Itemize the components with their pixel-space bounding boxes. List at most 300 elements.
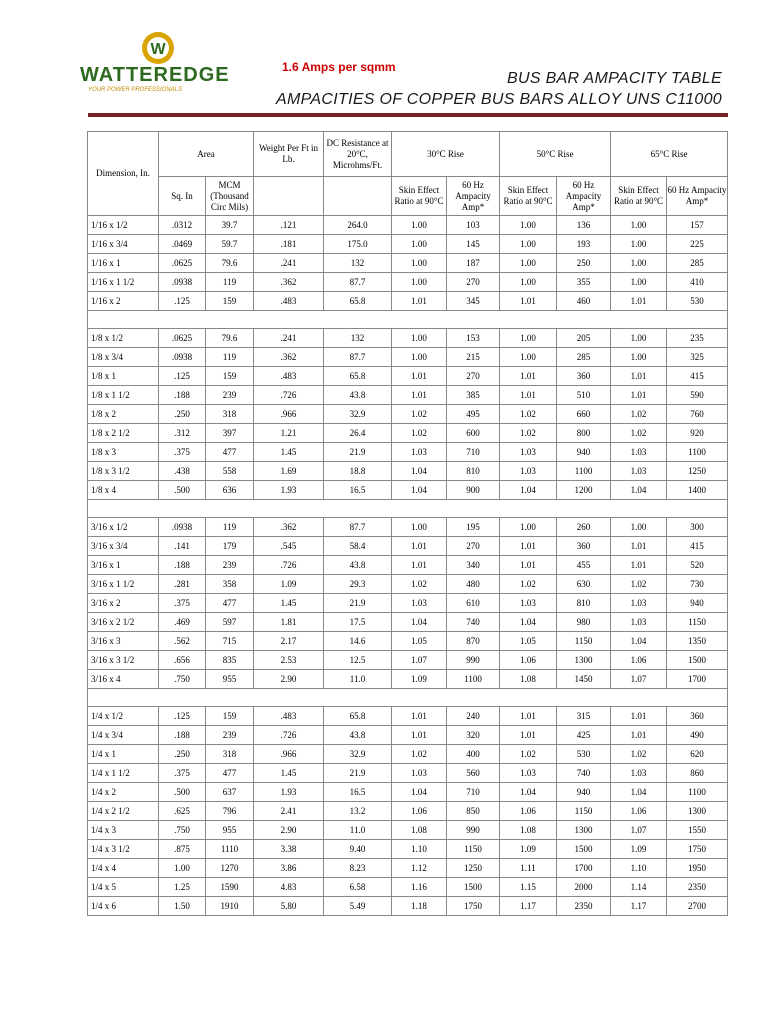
- separator-cell: [88, 689, 728, 707]
- cell-mcm: 477: [206, 443, 254, 462]
- logo-letter: W: [150, 41, 166, 58]
- cell-resistance: 132: [324, 329, 392, 348]
- cell-mcm: 477: [206, 594, 254, 613]
- cell-resistance: 21.9: [324, 594, 392, 613]
- cell-amp-50: 260: [557, 518, 611, 537]
- cell-mcm: 119: [206, 518, 254, 537]
- cell-amp-30: 270: [447, 273, 500, 292]
- cell-skin-30: 1.03: [392, 764, 447, 783]
- cell-weight: .483: [254, 367, 324, 386]
- cell-dimension: 1/8 x 1: [88, 367, 159, 386]
- cell-skin-50: 1.06: [500, 802, 557, 821]
- header-resistance-empty: [324, 177, 392, 216]
- cell-dimension: 3/16 x 2: [88, 594, 159, 613]
- cell-dimension: 1/8 x 3/4: [88, 348, 159, 367]
- cell-skin-65: 1.07: [611, 821, 667, 840]
- cell-dimension: 1/16 x 1: [88, 254, 159, 273]
- cell-amp-50: 425: [557, 726, 611, 745]
- cell-skin-50: 1.04: [500, 783, 557, 802]
- cell-dimension: 1/4 x 1: [88, 745, 159, 764]
- cell-amp-65: 620: [667, 745, 728, 764]
- cell-amp-30: 610: [447, 594, 500, 613]
- cell-amp-50: 1450: [557, 670, 611, 689]
- cell-mcm: 159: [206, 367, 254, 386]
- cell-amp-30: 103: [447, 216, 500, 235]
- cell-sq-in: 1.25: [159, 878, 206, 897]
- cell-amp-30: 145: [447, 235, 500, 254]
- cell-amp-50: 2350: [557, 897, 611, 916]
- cell-amp-30: 215: [447, 348, 500, 367]
- cell-mcm: 159: [206, 707, 254, 726]
- cell-skin-30: 1.04: [392, 462, 447, 481]
- cell-amp-50: 355: [557, 273, 611, 292]
- cell-sq-in: .250: [159, 405, 206, 424]
- group-separator: [88, 500, 728, 518]
- cell-amp-30: 480: [447, 575, 500, 594]
- cell-resistance: 17.5: [324, 613, 392, 632]
- cell-skin-30: 1.07: [392, 651, 447, 670]
- cell-weight: 1.69: [254, 462, 324, 481]
- cell-skin-65: 1.01: [611, 292, 667, 311]
- cell-mcm: 1270: [206, 859, 254, 878]
- cell-amp-30: 153: [447, 329, 500, 348]
- header-amp-50: 60 Hz Ampacity Amp*: [557, 177, 611, 216]
- cell-skin-30: 1.00: [392, 254, 447, 273]
- table-row: [88, 670, 728, 689]
- cell-weight: .362: [254, 518, 324, 537]
- cell-skin-50: 1.04: [500, 613, 557, 632]
- header-area: Area: [159, 132, 254, 177]
- cell-mcm: 955: [206, 670, 254, 689]
- cell-amp-65: 490: [667, 726, 728, 745]
- table-row: [88, 556, 728, 575]
- cell-skin-65: 1.04: [611, 481, 667, 500]
- cell-amp-30: 900: [447, 481, 500, 500]
- cell-weight: .966: [254, 405, 324, 424]
- cell-dimension: 1/16 x 3/4: [88, 235, 159, 254]
- cell-weight: 1.45: [254, 594, 324, 613]
- cell-skin-65: 1.07: [611, 670, 667, 689]
- cell-skin-65: 1.01: [611, 537, 667, 556]
- table-row: [88, 897, 728, 916]
- brand-tagline: YOUR POWER PROFESSIONALS: [88, 87, 183, 93]
- cell-amp-65: 1750: [667, 840, 728, 859]
- cell-resistance: 87.7: [324, 348, 392, 367]
- cell-sq-in: .188: [159, 386, 206, 405]
- cell-weight: 2.90: [254, 670, 324, 689]
- cell-amp-50: 810: [557, 594, 611, 613]
- cell-amp-50: 360: [557, 367, 611, 386]
- cell-skin-50: 1.00: [500, 273, 557, 292]
- cell-resistance: 11.0: [324, 670, 392, 689]
- table-row: [88, 821, 728, 840]
- cell-amp-50: 205: [557, 329, 611, 348]
- table-row: [88, 764, 728, 783]
- table-row: [88, 840, 728, 859]
- cell-skin-65: 1.02: [611, 424, 667, 443]
- cell-amp-50: 1500: [557, 840, 611, 859]
- cell-skin-50: 1.11: [500, 859, 557, 878]
- cell-skin-50: 1.05: [500, 632, 557, 651]
- cell-weight: .483: [254, 707, 324, 726]
- cell-sq-in: .250: [159, 745, 206, 764]
- cell-skin-50: 1.00: [500, 518, 557, 537]
- cell-skin-50: 1.00: [500, 348, 557, 367]
- cell-dimension: 1/8 x 3: [88, 443, 159, 462]
- cell-dimension: 1/4 x 1/2: [88, 707, 159, 726]
- cell-amp-30: 850: [447, 802, 500, 821]
- cell-amp-50: 136: [557, 216, 611, 235]
- cell-weight: 1.81: [254, 613, 324, 632]
- cell-skin-50: 1.02: [500, 745, 557, 764]
- cell-skin-65: 1.10: [611, 859, 667, 878]
- cell-resistance: 14.6: [324, 632, 392, 651]
- cell-amp-65: 225: [667, 235, 728, 254]
- table-row: [88, 292, 728, 311]
- cell-resistance: 32.9: [324, 405, 392, 424]
- cell-skin-65: 1.03: [611, 462, 667, 481]
- cell-skin-50: 1.01: [500, 726, 557, 745]
- header-resistance: DC Resistance at 20°C, Microhms/Ft.: [324, 132, 392, 177]
- cell-amp-50: 193: [557, 235, 611, 254]
- table-row: [88, 367, 728, 386]
- page-title: BUS BAR AMPACITY TABLE: [507, 70, 722, 87]
- cell-amp-65: 2700: [667, 897, 728, 916]
- cell-skin-65: 1.17: [611, 897, 667, 916]
- cell-skin-65: 1.00: [611, 348, 667, 367]
- cell-sq-in: .125: [159, 707, 206, 726]
- cell-skin-50: 1.02: [500, 424, 557, 443]
- cell-sq-in: .375: [159, 443, 206, 462]
- cell-skin-30: 1.01: [392, 707, 447, 726]
- cell-skin-50: 1.03: [500, 764, 557, 783]
- cell-amp-50: 285: [557, 348, 611, 367]
- table-row: [88, 216, 728, 235]
- cell-resistance: 16.5: [324, 481, 392, 500]
- cell-amp-50: 460: [557, 292, 611, 311]
- header-mcm: MCM (Thousand Circ Mils): [206, 177, 254, 216]
- cell-amp-50: 630: [557, 575, 611, 594]
- cell-mcm: 59.7: [206, 235, 254, 254]
- cell-amp-30: 345: [447, 292, 500, 311]
- cell-amp-30: 600: [447, 424, 500, 443]
- cell-skin-30: 1.04: [392, 613, 447, 632]
- cell-sq-in: .0625: [159, 254, 206, 273]
- cell-amp-65: 235: [667, 329, 728, 348]
- cell-skin-30: 1.12: [392, 859, 447, 878]
- cell-amp-30: 810: [447, 462, 500, 481]
- cell-mcm: 397: [206, 424, 254, 443]
- cell-skin-30: 1.03: [392, 443, 447, 462]
- cell-amp-65: 860: [667, 764, 728, 783]
- cell-skin-65: 1.01: [611, 726, 667, 745]
- cell-amp-50: 510: [557, 386, 611, 405]
- cell-sq-in: .0312: [159, 216, 206, 235]
- cell-dimension: 1/4 x 4: [88, 859, 159, 878]
- cell-mcm: 558: [206, 462, 254, 481]
- separator-cell: [88, 311, 728, 329]
- cell-sq-in: .0938: [159, 273, 206, 292]
- cell-skin-65: 1.04: [611, 632, 667, 651]
- cell-skin-50: 1.01: [500, 292, 557, 311]
- cell-skin-30: 1.04: [392, 481, 447, 500]
- cell-weight: .545: [254, 537, 324, 556]
- cell-resistance: 12.5: [324, 651, 392, 670]
- cell-amp-65: 325: [667, 348, 728, 367]
- table-row: [88, 537, 728, 556]
- cell-skin-30: 1.16: [392, 878, 447, 897]
- cell-skin-50: 1.00: [500, 254, 557, 273]
- cell-dimension: 1/4 x 3/4: [88, 726, 159, 745]
- cell-skin-30: 1.08: [392, 821, 447, 840]
- table-row: [88, 348, 728, 367]
- cell-resistance: 16.5: [324, 783, 392, 802]
- header-skin-50: Skin Effect Ratio at 90°C: [500, 177, 557, 216]
- cell-sq-in: .500: [159, 481, 206, 500]
- cell-mcm: 1590: [206, 878, 254, 897]
- cell-sq-in: .750: [159, 670, 206, 689]
- cell-amp-50: 315: [557, 707, 611, 726]
- cell-resistance: 21.9: [324, 443, 392, 462]
- cell-dimension: 1/8 x 2: [88, 405, 159, 424]
- cell-mcm: 1910: [206, 897, 254, 916]
- cell-sq-in: .0469: [159, 235, 206, 254]
- cell-amp-65: 1350: [667, 632, 728, 651]
- cell-dimension: 1/16 x 2: [88, 292, 159, 311]
- cell-resistance: 65.8: [324, 292, 392, 311]
- cell-resistance: 13.2: [324, 802, 392, 821]
- cell-amp-65: 1400: [667, 481, 728, 500]
- cell-skin-50: 1.01: [500, 707, 557, 726]
- table-row: [88, 726, 728, 745]
- cell-skin-30: 1.01: [392, 367, 447, 386]
- cell-mcm: 318: [206, 745, 254, 764]
- cell-amp-65: 1250: [667, 462, 728, 481]
- cell-dimension: 1/8 x 3 1/2: [88, 462, 159, 481]
- header-weight: Weight Per Ft in Lb.: [254, 132, 324, 177]
- cell-amp-50: 940: [557, 783, 611, 802]
- cell-dimension: 3/16 x 1 1/2: [88, 575, 159, 594]
- cell-sq-in: .750: [159, 821, 206, 840]
- cell-amp-30: 385: [447, 386, 500, 405]
- cell-skin-30: 1.02: [392, 424, 447, 443]
- cell-resistance: 132: [324, 254, 392, 273]
- cell-skin-50: 1.02: [500, 405, 557, 424]
- cell-sq-in: .188: [159, 556, 206, 575]
- cell-amp-50: 1100: [557, 462, 611, 481]
- cell-amp-50: 1150: [557, 632, 611, 651]
- cell-weight: .362: [254, 348, 324, 367]
- cell-amp-65: 2350: [667, 878, 728, 897]
- table-row: [88, 481, 728, 500]
- group-separator: [88, 311, 728, 329]
- cell-skin-30: 1.00: [392, 235, 447, 254]
- cell-skin-65: 1.04: [611, 783, 667, 802]
- cell-amp-50: 2000: [557, 878, 611, 897]
- cell-sq-in: .281: [159, 575, 206, 594]
- cell-weight: .241: [254, 254, 324, 273]
- cell-weight: .483: [254, 292, 324, 311]
- cell-skin-65: 1.06: [611, 802, 667, 821]
- cell-skin-65: 1.00: [611, 216, 667, 235]
- cell-amp-30: 320: [447, 726, 500, 745]
- cell-weight: .966: [254, 745, 324, 764]
- header-50c-rise: 50°C Rise: [500, 132, 611, 177]
- header-skin-30: Skin Effect Ratio at 90°C: [392, 177, 447, 216]
- cell-skin-50: 1.04: [500, 481, 557, 500]
- cell-resistance: 264.0: [324, 216, 392, 235]
- cell-resistance: 21.9: [324, 764, 392, 783]
- cell-mcm: 79.6: [206, 329, 254, 348]
- cell-weight: 2.53: [254, 651, 324, 670]
- cell-weight: .726: [254, 556, 324, 575]
- cell-skin-30: 1.00: [392, 348, 447, 367]
- cell-skin-50: 1.08: [500, 670, 557, 689]
- cell-skin-30: 1.01: [392, 537, 447, 556]
- table-row: [88, 878, 728, 897]
- cell-mcm: 239: [206, 386, 254, 405]
- cell-resistance: 175.0: [324, 235, 392, 254]
- header-65c-rise: 65°C Rise: [611, 132, 728, 177]
- cell-mcm: 39.7: [206, 216, 254, 235]
- cell-amp-65: 1700: [667, 670, 728, 689]
- cell-mcm: 636: [206, 481, 254, 500]
- cell-amp-30: 270: [447, 367, 500, 386]
- cell-sq-in: .312: [159, 424, 206, 443]
- cell-weight: .726: [254, 386, 324, 405]
- cell-mcm: 955: [206, 821, 254, 840]
- cell-skin-50: 1.09: [500, 840, 557, 859]
- cell-dimension: 3/16 x 2 1/2: [88, 613, 159, 632]
- cell-skin-65: 1.01: [611, 367, 667, 386]
- cell-amp-65: 415: [667, 367, 728, 386]
- cell-weight: 4.83: [254, 878, 324, 897]
- cell-amp-50: 1300: [557, 651, 611, 670]
- table-row: [88, 575, 728, 594]
- cell-weight: 1.45: [254, 764, 324, 783]
- cell-skin-30: 1.01: [392, 292, 447, 311]
- cell-sq-in: .125: [159, 367, 206, 386]
- cell-mcm: 358: [206, 575, 254, 594]
- cell-sq-in: .625: [159, 802, 206, 821]
- cell-skin-50: 1.17: [500, 897, 557, 916]
- cell-weight: .121: [254, 216, 324, 235]
- cell-amp-65: 1100: [667, 443, 728, 462]
- cell-weight: 1.93: [254, 481, 324, 500]
- cell-amp-30: 270: [447, 537, 500, 556]
- cell-skin-65: 1.02: [611, 745, 667, 764]
- table-row: [88, 613, 728, 632]
- cell-skin-65: 1.02: [611, 575, 667, 594]
- cell-resistance: 11.0: [324, 821, 392, 840]
- cell-resistance: 43.8: [324, 726, 392, 745]
- cell-skin-30: 1.01: [392, 556, 447, 575]
- cell-weight: .241: [254, 329, 324, 348]
- cell-amp-65: 760: [667, 405, 728, 424]
- cell-amp-30: 560: [447, 764, 500, 783]
- cell-skin-50: 1.00: [500, 216, 557, 235]
- cell-dimension: 1/4 x 3: [88, 821, 159, 840]
- cell-resistance: 65.8: [324, 367, 392, 386]
- cell-weight: .362: [254, 273, 324, 292]
- cell-skin-50: 1.00: [500, 329, 557, 348]
- cell-skin-50: 1.15: [500, 878, 557, 897]
- cell-weight: 1.45: [254, 443, 324, 462]
- cell-amp-30: 187: [447, 254, 500, 273]
- cell-weight: 2.90: [254, 821, 324, 840]
- cell-mcm: 79.6: [206, 254, 254, 273]
- cell-skin-30: 1.02: [392, 405, 447, 424]
- cell-skin-65: 1.09: [611, 840, 667, 859]
- cell-amp-50: 660: [557, 405, 611, 424]
- table-row: [88, 462, 728, 481]
- cell-amp-65: 920: [667, 424, 728, 443]
- table-row: [88, 273, 728, 292]
- cell-weight: 2.17: [254, 632, 324, 651]
- cell-skin-65: 1.14: [611, 878, 667, 897]
- cell-dimension: 1/4 x 2: [88, 783, 159, 802]
- cell-sq-in: .438: [159, 462, 206, 481]
- header-divider: [88, 113, 728, 117]
- cell-sq-in: .141: [159, 537, 206, 556]
- cell-resistance: 6.58: [324, 878, 392, 897]
- cell-mcm: 239: [206, 556, 254, 575]
- cell-resistance: 5.49: [324, 897, 392, 916]
- cell-mcm: 119: [206, 273, 254, 292]
- cell-weight: 1.93: [254, 783, 324, 802]
- cell-skin-30: 1.03: [392, 594, 447, 613]
- cell-dimension: 1/8 x 1/2: [88, 329, 159, 348]
- cell-amp-50: 740: [557, 764, 611, 783]
- cell-amp-30: 710: [447, 783, 500, 802]
- cell-dimension: 1/16 x 1/2: [88, 216, 159, 235]
- cell-weight: .181: [254, 235, 324, 254]
- table-row: [88, 745, 728, 764]
- cell-dimension: 1/8 x 2 1/2: [88, 424, 159, 443]
- header-weight-empty: [254, 177, 324, 216]
- cell-resistance: 26.4: [324, 424, 392, 443]
- cell-sq-in: .375: [159, 764, 206, 783]
- cell-amp-50: 455: [557, 556, 611, 575]
- cell-skin-65: 1.03: [611, 594, 667, 613]
- table-row: [88, 254, 728, 273]
- cell-resistance: 29.3: [324, 575, 392, 594]
- cell-resistance: 87.7: [324, 518, 392, 537]
- cell-dimension: 3/16 x 3: [88, 632, 159, 651]
- cell-skin-50: 1.03: [500, 594, 557, 613]
- cell-amp-65: 520: [667, 556, 728, 575]
- cell-weight: .726: [254, 726, 324, 745]
- cell-amp-30: 240: [447, 707, 500, 726]
- cell-skin-50: 1.00: [500, 235, 557, 254]
- cell-dimension: 3/16 x 1/2: [88, 518, 159, 537]
- cell-skin-50: 1.01: [500, 386, 557, 405]
- cell-weight: 5.80: [254, 897, 324, 916]
- cell-skin-30: 1.02: [392, 745, 447, 764]
- cell-resistance: 18.8: [324, 462, 392, 481]
- cell-mcm: 835: [206, 651, 254, 670]
- cell-mcm: 715: [206, 632, 254, 651]
- table-row: [88, 235, 728, 254]
- cell-resistance: 43.8: [324, 556, 392, 575]
- cell-skin-30: 1.10: [392, 840, 447, 859]
- header-30c-rise: 30°C Rise: [392, 132, 500, 177]
- cell-skin-30: 1.01: [392, 726, 447, 745]
- ampacity-table: [87, 131, 728, 916]
- header-skin-65: Skin Effect Ratio at 90°C: [611, 177, 667, 216]
- header-amp-30: 60 Hz Ampacity Amp*: [447, 177, 500, 216]
- cell-amp-30: 870: [447, 632, 500, 651]
